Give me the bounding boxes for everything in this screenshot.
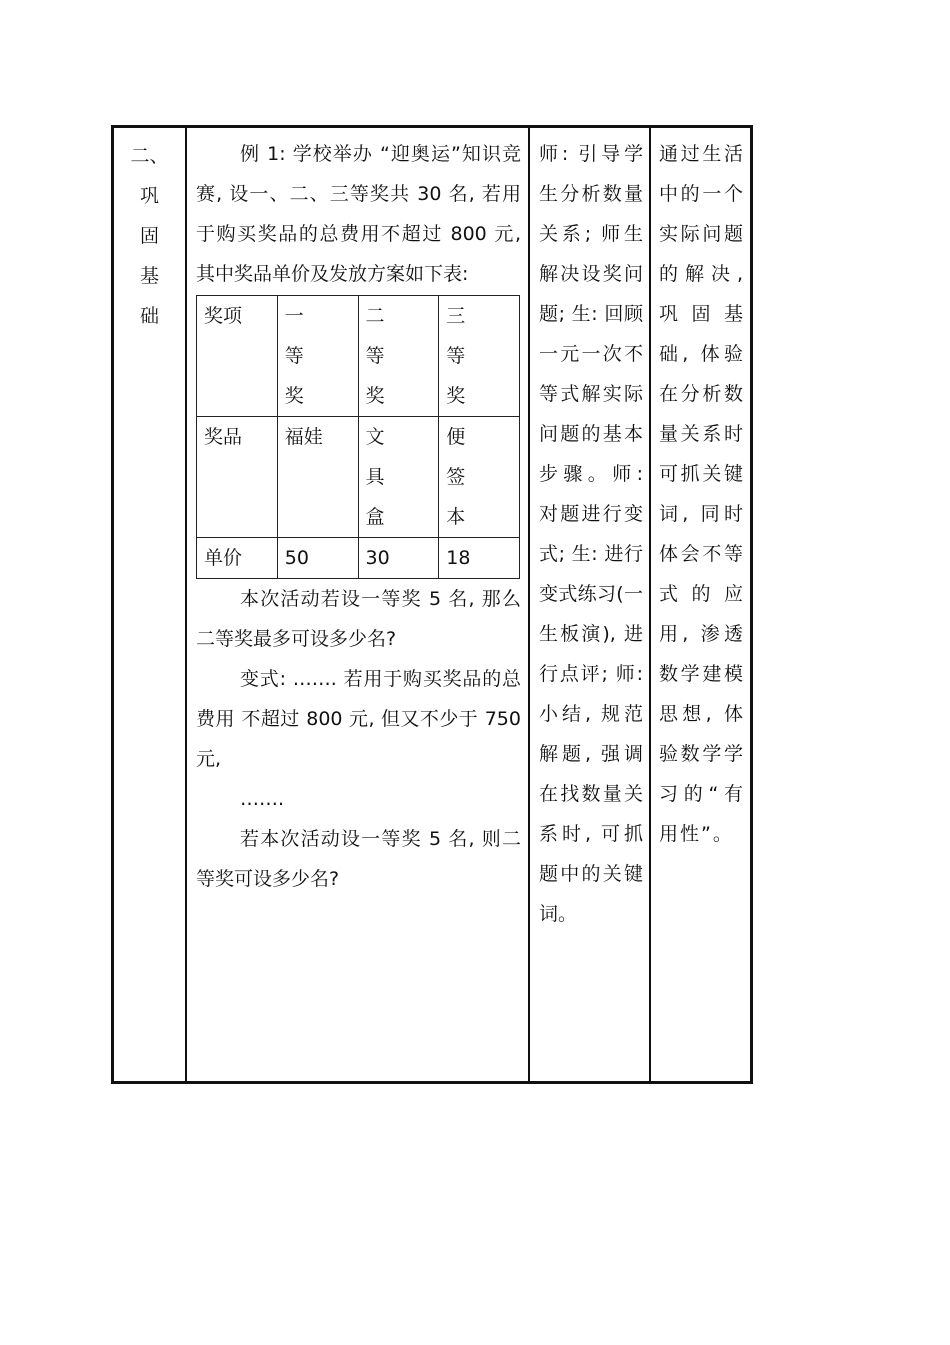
table-cell: 一等奖 (277, 296, 358, 417)
table-cell: 福娃 (277, 417, 358, 538)
question-one: 本次活动若设一等奖 5 名, 那么二等奖最多可设多少名? (196, 588, 521, 650)
table-cell: 便签本 (439, 417, 520, 538)
content-body (196, 134, 521, 899)
prize-table (196, 295, 520, 579)
activity-column (530, 128, 651, 1081)
intent-column (651, 128, 750, 1081)
stage-label (114, 136, 185, 336)
table-cell: 单价 (197, 538, 278, 579)
table-row (197, 296, 520, 417)
stage-line: 巩 (139, 185, 159, 207)
stage-line: 础 (139, 305, 159, 327)
ellipsis-text: ……. (240, 788, 285, 810)
table-cell: 50 (277, 538, 358, 579)
table-cell: 奖品 (197, 417, 278, 538)
table-cell: 三等奖 (439, 296, 520, 417)
table-row (197, 538, 520, 579)
table-row (197, 417, 520, 538)
table-cell: 30 (358, 538, 439, 579)
table-cell: 文具盒 (358, 417, 439, 538)
example-intro: 例 1: 学校举办 “迎奥运”知识竞赛, 设一、二、三等奖共 30 名, 若用于购买奖品的总费用不超过 800 元, 其中奖品单价及发放方案如下表: (196, 143, 521, 285)
design-intent: 通过生活中的一个实际问题的解决, 巩固基础, 体验在分析数量关系时可抓关键词, 同时体会不等式的应用, 渗透数学建模思想, 体验数学学习的“有用性”。 (659, 143, 745, 845)
table-cell: 18 (439, 538, 520, 579)
table-cell: 二等奖 (358, 296, 439, 417)
stage-column (114, 128, 187, 1081)
content-column (187, 128, 530, 1081)
teacher-student-activity: 师: 引导学生分析数量关系; 师生解决设奖问题; 生: 回顾一元一次不等式解实际问题的基本步骤。师: 对题进行变式; 生: 进行变式练习(一生板演), 进行点评; 师: 小结, 规范解题, 强调在找数量关系时, 可抓题中的关键词。 (539, 143, 643, 925)
table-cell: 奖项 (197, 296, 278, 417)
stage-line: 固 (139, 225, 159, 247)
variant-text: 变式: ……. 若用于购买奖品的总费用 不超过 800 元, 但又不少于 750 元, (196, 668, 521, 770)
lesson-table (111, 125, 753, 1084)
stage-line: 二、 (130, 145, 169, 167)
question-two: 若本次活动设一等奖 5 名, 则二等奖可设多少名? (196, 828, 521, 890)
stage-line: 基 (139, 265, 159, 287)
